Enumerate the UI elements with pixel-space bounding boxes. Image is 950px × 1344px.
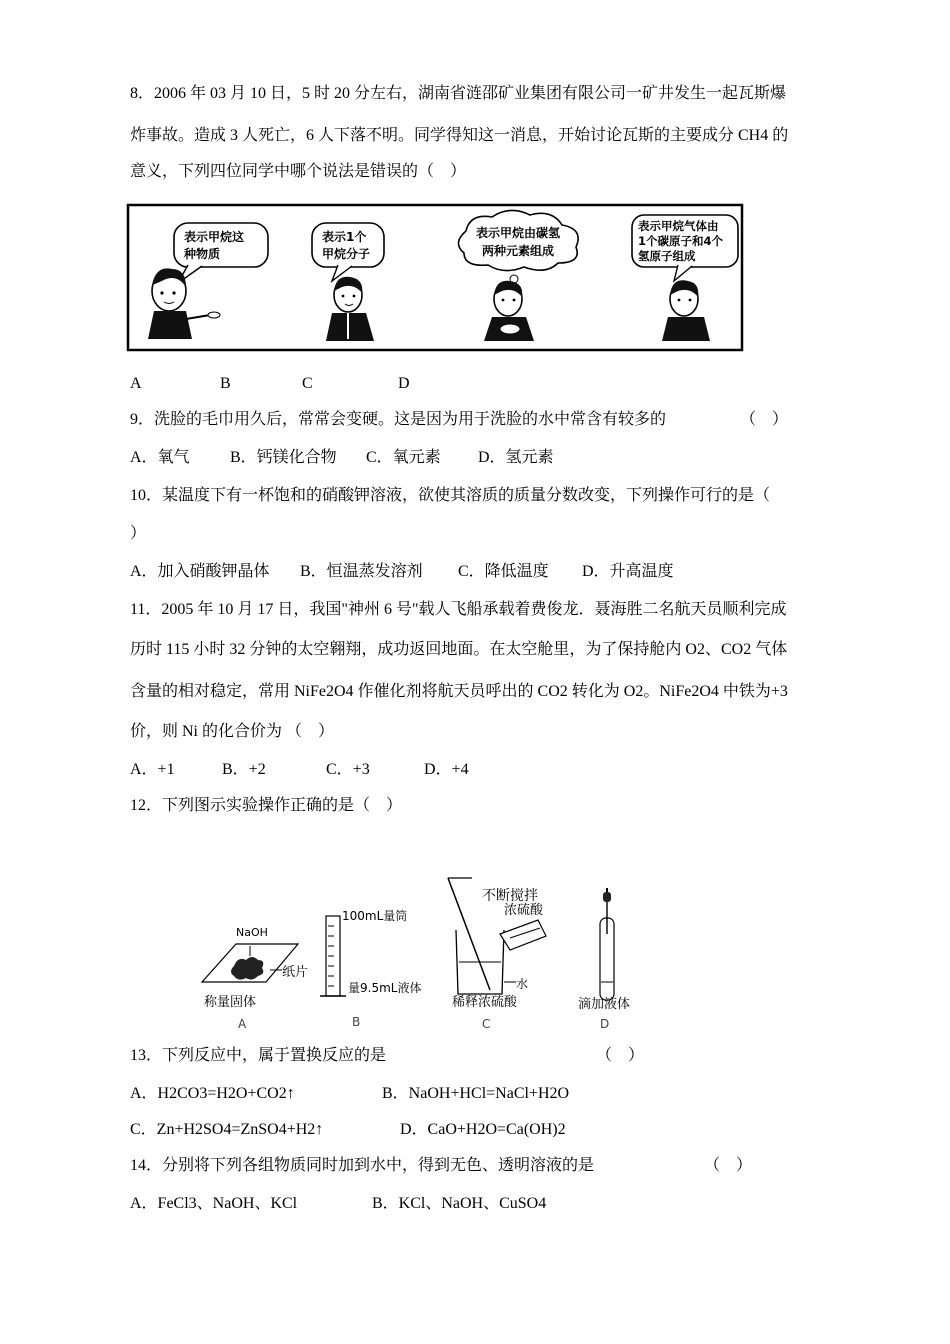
q9-bracket: （ ） — [740, 411, 789, 428]
q11-option-d: D．+4 — [424, 761, 469, 778]
q11-line-2: 历时 115 小时 32 分钟的太空翱翔，成功返回地面。在太空舱里，为了保持舱内 O2、CO2 气体 — [130, 641, 788, 658]
q9-option-b: B．钙镁化合物 — [230, 449, 337, 466]
fig-d-letter: D — [600, 1017, 610, 1031]
boy-cartoon-3 — [662, 280, 710, 341]
q11-line-4: 价，则 Ni 的化合价为 （ ） — [130, 723, 335, 740]
boy-cartoon-1 — [326, 277, 374, 341]
q10-line-1: 10．某温度下有一杯饱和的硝酸钾溶液，欲使其溶质的质量分数改变，下列操作可行的是（ — [130, 487, 771, 504]
q9-option-a: A．氧气 — [130, 449, 190, 466]
q14-option-a: A．FeCl3、NaOH、KCl — [130, 1195, 298, 1212]
fig-c-letter: C — [482, 1017, 491, 1031]
q13-option-a: A．H2CO3=H2O+CO2↑ — [130, 1085, 295, 1102]
q12-question: 12．下列图示实验操作正确的是（ ） — [130, 797, 403, 814]
bubble-4-line-3: 氢原子组成 — [638, 249, 696, 263]
q13-option-d: D．CaO+H2O=Ca(OH)2 — [400, 1121, 566, 1138]
fig-a-weighing — [202, 926, 308, 1031]
fig-b-bottom-label: 量9.5mL液体 — [348, 981, 422, 995]
q13-option-c: C．Zn+H2SO4=ZnSO4+H2↑ — [130, 1121, 324, 1138]
q9-question: 9．洗脸的毛巾用久后，常常会变硬。这是因为用于洗脸的水中常含有较多的 — [130, 411, 667, 428]
q10-option-d: D．升高温度 — [582, 563, 674, 580]
bubble-3-line-1: 表示甲烷由碳氢 — [476, 226, 561, 240]
fig-c-water-label: 水 — [516, 977, 529, 991]
fig-a-reagent: NaOH — [236, 926, 268, 939]
q13-question: 13．下列反应中，属于置换反应的是 — [130, 1047, 387, 1064]
fig-d-dropper — [578, 888, 630, 1031]
q13-bracket: （ ） — [596, 1047, 645, 1064]
fig-a-letter: A — [238, 1017, 247, 1031]
bubble-4-line-2: 1个碳原子和4个 — [638, 234, 724, 248]
q14-option-b: B．KCl、NaOH、CuSO4 — [372, 1195, 547, 1212]
fig-c-acid-label: 浓硫酸 — [504, 903, 544, 918]
q9-option-c: C．氧元素 — [366, 449, 441, 466]
fig-b-cylinder — [320, 909, 421, 1029]
q10-option-a: A．加入硝酸钾晶体 — [130, 563, 270, 580]
q11-option-c: C．+3 — [326, 761, 370, 778]
q8-option-d: D — [398, 375, 410, 392]
q10-line-2: ） — [130, 525, 147, 542]
q8-option-a: A — [130, 375, 142, 392]
fig-a-paper: 纸片 — [282, 965, 309, 980]
q11-option-a: A．+1 — [130, 761, 175, 778]
q9-option-d: D．氢元素 — [478, 449, 554, 466]
bubble-2-line-1: 表示1个 — [322, 230, 367, 244]
q14-question: 14．分别将下列各组物质同时加到水中，得到无色、透明溶液的是 — [130, 1157, 595, 1174]
fig-c-stir-label: 不断搅拌 — [482, 888, 538, 904]
q12-lab-figure — [190, 870, 650, 1042]
girl-cartoon — [148, 268, 220, 339]
q14-bracket: （ ） — [704, 1157, 753, 1174]
fig-c-caption: 稀释浓硫酸 — [452, 995, 518, 1010]
boy-cartoon-2 — [484, 281, 534, 341]
bubble-4-line-1: 表示甲烷气体由 — [638, 219, 719, 233]
fig-b-top-label: 100mL量筒 — [342, 909, 408, 923]
q8-line-2: 炸事故。造成 3 人死亡，6 人下落不明。同学得知这一消息，开始讨论瓦斯的主要成分 CH4 的 — [130, 127, 789, 144]
q10-option-c: C．降低温度 — [458, 563, 549, 580]
fig-d-caption: 滴加液体 — [578, 997, 631, 1012]
bubble-2-line-2: 甲烷分子 — [322, 247, 371, 261]
bubble-3-line-2: 两种元素组成 — [482, 244, 555, 258]
q8-cartoon-figure — [126, 203, 746, 353]
q13-option-b: B．NaOH+HCl=NaCl+H2O — [382, 1085, 570, 1102]
q11-option-b: B．+2 — [222, 761, 266, 778]
q11-line-3: 含量的相对稳定，常用 NiFe2O4 作催化剂将航天员呼出的 CO2 转化为 O2。NiFe2O4 中铁为+3 — [130, 683, 788, 700]
q8-line-3: 意义，下列四位同学中哪个说法是错误的（ ） — [130, 163, 467, 180]
q8-line-1: 8．2006 年 03 月 10 日，5 时 20 分左右，湖南省涟邵矿业集团有限公司一矿井发生一起瓦斯爆 — [130, 85, 787, 102]
bubble-1-line-2: 种物质 — [184, 247, 221, 261]
q11-line-1: 11．2005 年 10 月 17 日，我国"神州 6 号"载人飞船承载着费俊龙．聂海胜二名航天员顺利完成 — [130, 601, 787, 618]
q8-option-c: C — [302, 375, 313, 392]
bubble-1-line-1: 表示甲烷这 — [184, 230, 245, 244]
fig-a-caption: 称量固体 — [204, 995, 257, 1010]
q10-option-b: B．恒温蒸发溶剂 — [300, 563, 423, 580]
fig-b-letter: B — [352, 1015, 361, 1029]
q8-option-b: B — [220, 375, 231, 392]
fig-c-dilution — [448, 878, 546, 1031]
